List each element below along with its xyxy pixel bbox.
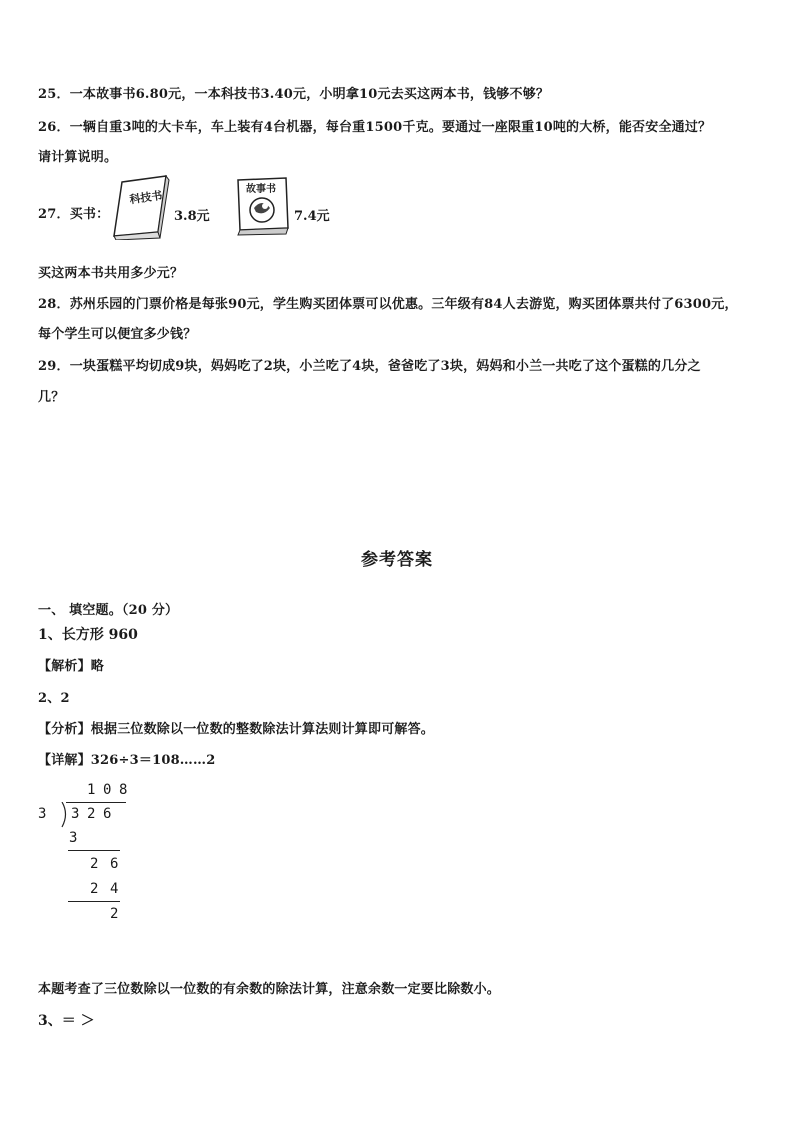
answer-1-analysis: 【解析】略 bbox=[38, 659, 105, 674]
answer-2-detail: 【详解】326÷3＝108……2 bbox=[38, 753, 216, 768]
question-26-line2: 请计算说明。 bbox=[38, 150, 118, 165]
remainder: 2 bbox=[110, 906, 119, 922]
question-27-question: 买这两本书共用多少元？ bbox=[38, 266, 184, 281]
science-book-illustration bbox=[108, 172, 172, 240]
answer-3: 3、＝ ＞ bbox=[38, 1013, 95, 1029]
quotient-digit: 1 bbox=[87, 782, 96, 798]
quotient-digit: 8 bbox=[119, 782, 128, 798]
step-digit: 2 bbox=[90, 856, 99, 872]
science-book-price: 3.8元 bbox=[174, 209, 210, 224]
question-28-line1: 28．苏州乐园的门票价格是每张90元，学生购买团体票可以优惠。三年级有84人去游览，购买团体票共付了6300元， bbox=[38, 297, 738, 312]
step-digit: 4 bbox=[110, 881, 119, 897]
question-27-label: 27．买书： bbox=[38, 207, 110, 222]
divisor: 3 bbox=[38, 806, 47, 822]
answer-1: 1、长方形 960 bbox=[38, 627, 138, 643]
question-25: 25．一本故事书6.80元，一本科技书3.40元，小明拿10元去买这两本书，钱够不够？ bbox=[38, 87, 550, 102]
long-division bbox=[36, 782, 146, 932]
division-rule-1 bbox=[68, 850, 120, 851]
story-book-title: 故事书 bbox=[246, 184, 276, 195]
answer-2: 2、2 bbox=[38, 691, 70, 706]
section-fill-in-blank: 一、 填空题。（20 分） bbox=[38, 603, 179, 618]
question-26-line1: 26．一辆自重3吨的大卡车，车上装有4台机器，每台重1500千克。要通过一座限重10吨的大桥，能否安全通过？ bbox=[38, 120, 712, 135]
dividend-digit: 3 bbox=[71, 806, 80, 822]
step-digit: 2 bbox=[90, 881, 99, 897]
division-bracket bbox=[60, 802, 70, 828]
answers-title: 参考答案 bbox=[361, 550, 433, 570]
story-book-illustration bbox=[232, 172, 292, 236]
answer-2-analysis: 【分析】根据三位数除以一位数的整数除法计算法则计算即可解答。 bbox=[38, 722, 435, 737]
question-28-line2: 每个学生可以便宜多少钱？ bbox=[38, 327, 197, 342]
question-29-line1: 29．一块蛋糕平均切成9块，妈妈吃了2块，小兰吃了4块，爸爸吃了3块，妈妈和小兰一共吃了这个蛋糕的几分之 bbox=[38, 359, 701, 374]
question-29-line2: 几？ bbox=[38, 390, 65, 405]
step-digit: 6 bbox=[110, 856, 119, 872]
science-book-title: 科技书 bbox=[128, 188, 164, 207]
dividend-digit: 6 bbox=[103, 806, 112, 822]
division-bar bbox=[66, 802, 126, 803]
story-book-price: 7.4元 bbox=[294, 209, 330, 224]
quotient-digit: 0 bbox=[103, 782, 112, 798]
answer-2-note: 本题考查了三位数除以一位数的有余数的除法计算，注意余数一定要比除数小。 bbox=[38, 982, 501, 997]
step-product-1: 3 bbox=[69, 830, 78, 846]
division-rule-2 bbox=[68, 901, 120, 902]
dividend-digit: 2 bbox=[87, 806, 96, 822]
